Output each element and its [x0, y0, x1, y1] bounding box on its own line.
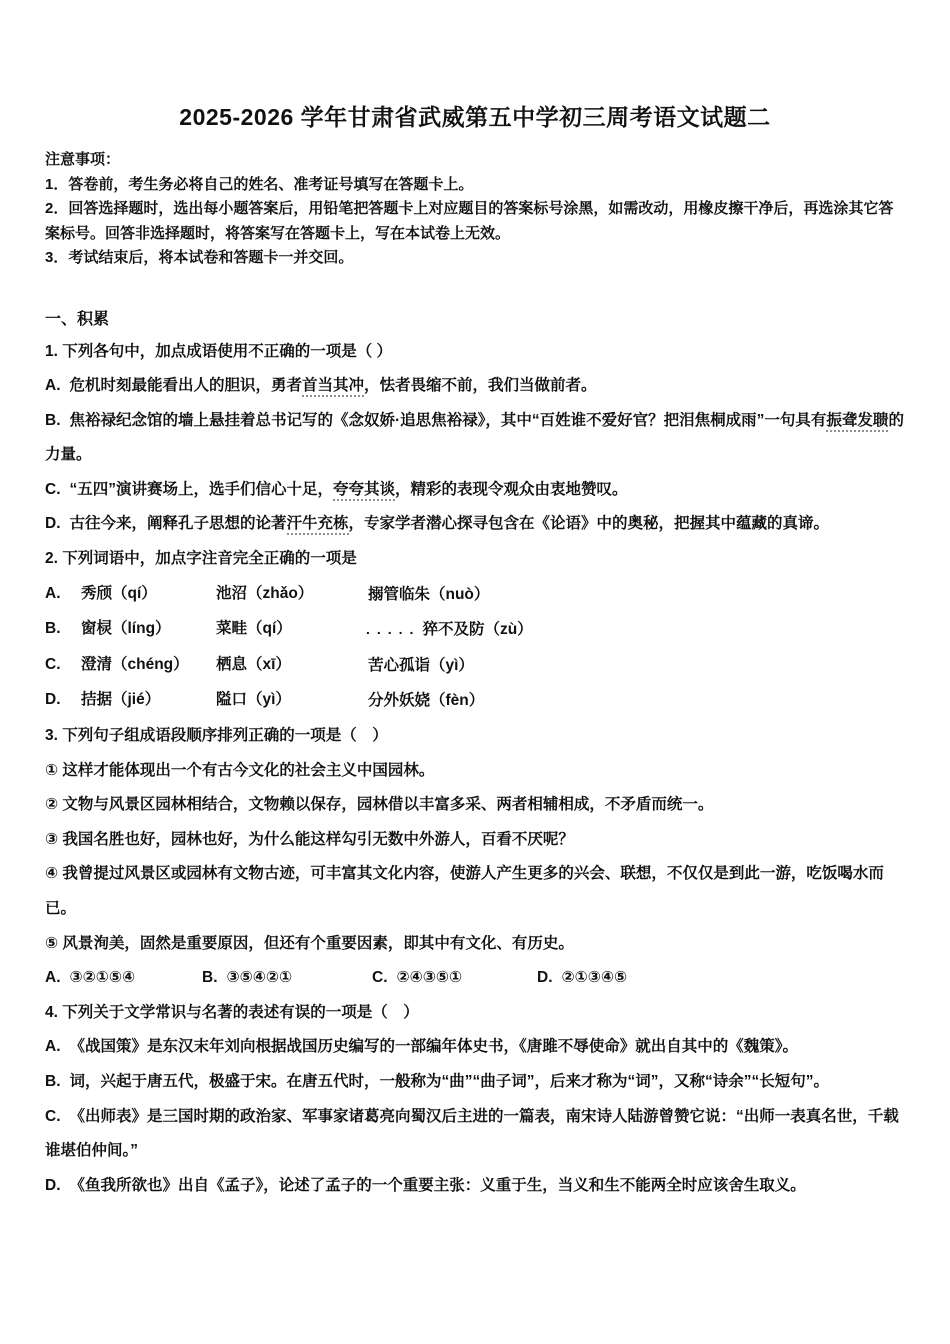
pinyin-word: 澄清（chéng） [81, 655, 189, 673]
option-text-pre: 焦裕禄纪念馆的墙上悬挂着总书记写的《念奴娇·追思焦裕禄》，其中“百姓谁不爱好官？把泪焦桐成雨”一句具有 [69, 411, 827, 429]
pinyin-word: 秀颀（qí） [81, 584, 157, 602]
option-text-post: 的力量。 [45, 411, 904, 464]
marked-idiom: 振聋发聩 [826, 412, 888, 432]
question-2-option-c [45, 648, 905, 684]
option-label: A. [45, 969, 61, 987]
page-title: 2025-2026 学年甘肃省武威第五中学初三周考语文试题二 [179, 104, 771, 130]
option-text-pre: 危机时刻最能看出人的胆识，勇者 [69, 377, 303, 395]
question-2-option-b [45, 612, 905, 648]
question-3-option-d [537, 961, 627, 996]
stray-dots: ..... [366, 621, 421, 638]
option-label: D. [537, 969, 553, 987]
option-label: C. [45, 1107, 61, 1125]
option-label: D. [45, 515, 61, 533]
notice-item-2: 2．回答选择题时，选出每小题答案后，用铅笔把答题卡上对应题目的答案标号涂黑，如需改动，用橡皮擦干净后，再选涂其它答案标号。回答非选择题时，将答案写在答题卡上，写在本试卷上无效。 [45, 200, 894, 242]
option-label: B. [45, 620, 61, 638]
question-1-option-d [45, 507, 905, 542]
option-sequence: ③②①⑤④ [69, 969, 136, 987]
notice-item-3: 3．考试结束后，将本试卷和答题卡一并交回。 [45, 249, 354, 266]
question-2 [45, 542, 905, 719]
option-text: 《鱼我所欲也》出自《孟子》，论述了孟子的一个重要主张：义重于生，当义和生不能两全时应该舍生取义。 [69, 1176, 806, 1194]
option-label: C. [45, 655, 61, 673]
notice-heading: 注意事项： [45, 151, 121, 168]
marked-idiom: 汗牛充栋 [287, 515, 349, 535]
question-3-stem: 3. 下列句子组成语段顺序排列正确的一项是（ ） [45, 727, 388, 745]
pinyin-word: 搦管临朱（nuò） [368, 585, 490, 603]
pinyin-word: 拮据（jié） [81, 691, 161, 709]
question-4-option-c [45, 1100, 905, 1169]
pinyin-word: 隘口（yì） [216, 691, 291, 709]
question-1-option-c [45, 473, 905, 508]
question-3-sentence-1: ① 这样才能体现出一个有古今文化的社会主义中国园林。 [45, 761, 435, 779]
option-label: A. [45, 377, 61, 395]
question-3 [45, 719, 905, 996]
question-1-stem: 1. 下列各句中，加点成语使用不正确的一项是（ ） [45, 342, 393, 360]
marked-idiom: 首当其冲 [302, 377, 364, 397]
option-label: A. [45, 584, 61, 602]
question-2-option-a [45, 577, 905, 613]
pinyin-word: 菜畦（qí） [216, 620, 292, 638]
option-label: C. [372, 969, 388, 987]
option-sequence: ②①③④⑤ [561, 969, 628, 987]
option-label: B. [45, 1072, 61, 1090]
question-3-sentence-2: ② 文物与风景区园林相结合，文物赖以保存，园林借以丰富多采、两者相辅相成，不矛盾而统一。 [45, 796, 714, 814]
question-4-stem: 4. 下列关于文学常识与名著的表述有误的一项是（ ） [45, 1003, 419, 1021]
question-3-options [45, 961, 905, 996]
question-4 [45, 996, 905, 1204]
question-2-option-d [45, 683, 905, 719]
question-4-option-b [45, 1065, 905, 1100]
option-sequence: ②④③⑤① [396, 969, 463, 987]
question-3-option-c [372, 961, 537, 996]
question-3-sentence-4: ④ 我曾提过风景区或园林有文物古迹，可丰富其文化内容，使游人产生更多的兴会、联想，不仅仅是到此一游，吃饭喝水而已。 [45, 865, 884, 917]
question-1-option-b [45, 404, 905, 473]
option-text: 《战国策》是东汉末年刘向根据战国历史编写的一部编年体史书，《唐雎不辱使命》就出自其中的《魏策》。 [69, 1038, 799, 1056]
marked-idiom: 夸夸其谈 [333, 481, 395, 501]
question-3-option-b [202, 961, 372, 996]
option-label: D. [45, 691, 61, 709]
question-3-sentence-3: ③ 我国名胜也好，园林也好，为什么能这样勾引无数中外游人，百看不厌呢？ [45, 830, 574, 848]
question-2-stem: 2. 下列词语中，加点字注音完全正确的一项是 [45, 550, 357, 568]
option-label: C. [45, 480, 61, 498]
notice-item-1: 1．答卷前，考生务必将自己的姓名、准考证号填写在答题卡上。 [45, 175, 474, 193]
option-text-post: ，专家学者潜心探寻包含在《论语》中的奥秘，把握其中蕴藏的真谛。 [348, 515, 830, 533]
option-text-pre: “五四”演讲赛场上，选手们信心十足， [69, 480, 334, 498]
pinyin-word: 苦心孤诣（yì） [368, 656, 474, 674]
option-label: B. [45, 411, 61, 429]
option-sequence: ③⑤④②① [226, 969, 293, 987]
option-label: B. [202, 969, 218, 987]
pinyin-word: ..... 猝不及防（zù） [366, 621, 533, 639]
option-label: D. [45, 1176, 61, 1194]
option-text-post: ，精彩的表现令观众由衷地赞叹。 [395, 480, 628, 498]
question-4-option-d [45, 1169, 905, 1204]
option-text-pre: 古往今来，阐释孔子思想的论著 [69, 515, 287, 533]
section-1-heading: 一、积累 [45, 310, 110, 328]
question-1 [45, 335, 905, 543]
pinyin-word: 窗棂（líng） [81, 620, 171, 638]
pinyin-word: 栖息（xī） [216, 655, 291, 673]
questions-area [45, 335, 905, 1204]
option-label: A. [45, 1038, 61, 1056]
question-3-option-a [45, 961, 202, 996]
option-text: 《出师表》是三国时期的政治家、军事家诸葛亮向蜀汉后主进的一篇表，南宋诗人陆游曾赞它说：“出师一表真名世，千载谁堪伯仲间。” [45, 1107, 899, 1160]
question-3-sentence-5: ⑤ 风景洵美，固然是重要原因，但还有个重要因素，即其中有文化、有历史。 [45, 934, 574, 952]
question-4-option-a [45, 1030, 905, 1065]
question-1-option-a [45, 369, 905, 404]
pinyin-word: 池沼（zhǎo） [216, 584, 314, 602]
option-text: 词，兴起于唐五代，极盛于宋。在唐五代时，一般称为“曲”“曲子词”，后来才称为“词”，又称“诗余”“长短句”。 [69, 1072, 830, 1090]
exam-notice [45, 148, 905, 271]
pinyin-word: 分外妖娆（fèn） [368, 692, 485, 710]
option-text-post: ，怯者畏缩不前，我们当做前者。 [364, 377, 597, 395]
